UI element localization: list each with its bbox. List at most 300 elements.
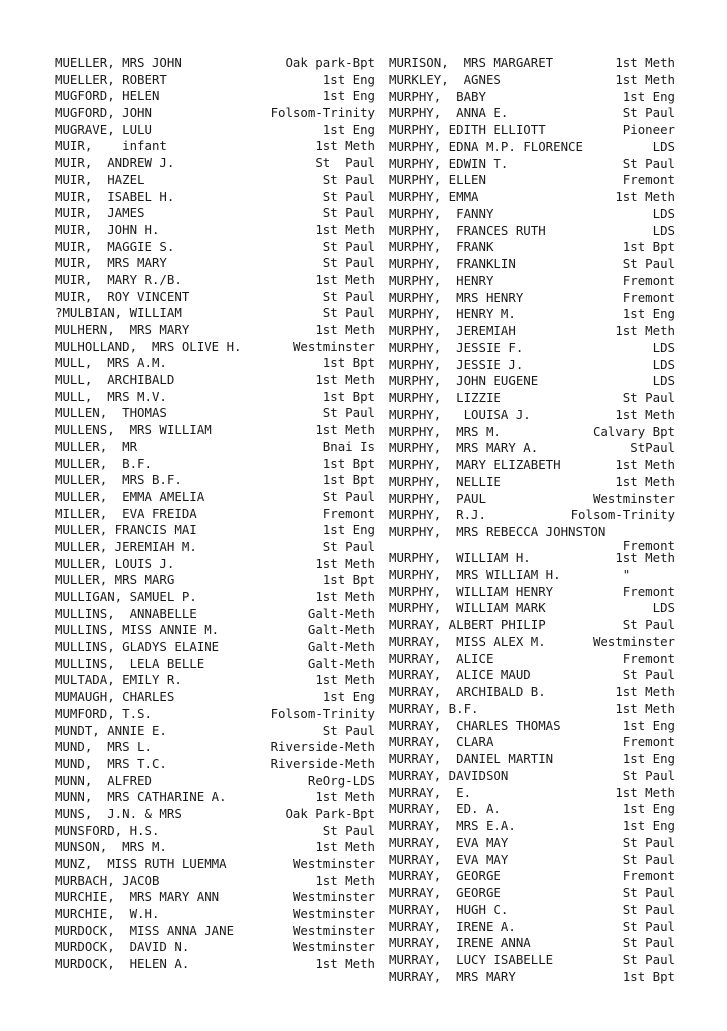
entry-church: 1st Meth (315, 221, 375, 237)
list-item (389, 885, 675, 902)
entry-church: St Paul (322, 188, 375, 204)
list-item (55, 472, 375, 489)
entry-church: 1st Bpt (322, 355, 375, 371)
entry-church: Folsom-Trinity (570, 507, 675, 523)
entry-church: 1st Eng (622, 306, 675, 322)
list-item (55, 189, 375, 206)
entry-name: MURRAY, MRS E.A. (389, 818, 516, 833)
entry-church: Fremont (322, 505, 375, 521)
list-item (389, 667, 675, 684)
entry-name: MURRAY, IRENE A. (389, 918, 516, 934)
entry-name: MURPHY, WILLIAM HENRY (389, 583, 554, 599)
entry-name: MURRAY, LUCY ISABELLE (389, 952, 554, 967)
left-column (55, 55, 375, 973)
entry-name: MULLER, FRANCIS MAI (55, 522, 197, 538)
entry-name: MUIR, JOHN H. (55, 221, 160, 237)
list-item (389, 340, 675, 357)
entry-church: 1st Meth (315, 138, 375, 154)
list-item (55, 606, 375, 623)
entry-name: MURPHY, FRANCES RUTH (389, 222, 546, 238)
entry-church: Calvary Bpt (592, 423, 675, 439)
entry-name: MURRAY, MISS ALEX M. (389, 633, 546, 649)
list-item (389, 122, 675, 139)
entry-name: MURRAY, EVA MAY (389, 834, 509, 850)
entry-name: MURDOCK, HELEN A. (55, 956, 190, 972)
entry-name: MULLINS, ANNABELLE (55, 605, 197, 621)
list-item (55, 372, 375, 389)
list-item (55, 506, 375, 523)
list-item (389, 969, 675, 986)
entry-church: St Paul (622, 617, 675, 632)
entry-church: 1st Meth (315, 789, 375, 805)
list-item (389, 273, 675, 290)
entry-church: Galt-Meth (307, 639, 375, 655)
list-item (389, 323, 675, 340)
entry-church: St Paul (622, 918, 675, 934)
list-item (389, 935, 675, 952)
list-item (55, 138, 375, 155)
entry-name: MULLER, MRS B.F. (55, 472, 182, 488)
list-item (389, 172, 675, 189)
entry-name: MUNDT, ANNIE E. (55, 722, 167, 738)
entry-church: St Paul (622, 390, 675, 405)
entry-name: MURPHY, EMMA (389, 189, 479, 204)
list-item (55, 255, 375, 272)
entry-church: Fremont (622, 868, 675, 884)
entry-name: MURPHY, HENRY M. (389, 306, 516, 322)
entry-church: St Paul (322, 488, 375, 504)
entry-name: MULLINS, LELA BELLE (55, 655, 205, 671)
entry-church: Folsom-Trinity (270, 105, 375, 121)
entry-name: MUIR, JAMES (55, 205, 145, 221)
list-item (389, 256, 675, 273)
list-item (55, 239, 375, 256)
entry-church: Oak Park-Bpt (285, 805, 375, 821)
entry-name: MURPHY, WILLIAM H. (389, 550, 531, 565)
entry-church: Riverside-Meth (270, 739, 375, 755)
list-item (389, 156, 675, 173)
entry-church: Westminster (292, 939, 375, 955)
entry-name: MURPHY, MRS MARY A. (389, 440, 539, 456)
entry-name: MURPHY, EDITH ELLIOTT (389, 122, 546, 137)
entry-church: St Paul (622, 885, 675, 900)
entry-name: MURRAY, DAVIDSON (389, 767, 509, 783)
list-item (389, 701, 675, 718)
entry-church: 1st Eng (322, 88, 375, 104)
list-item (389, 868, 675, 885)
entry-name: MULLER, MRS MARG (55, 572, 175, 588)
entry-name: MURRAY, MRS MARY (389, 968, 516, 984)
entry-church: 1st Meth (615, 189, 675, 204)
list-item (389, 617, 675, 634)
entry-church: LDS (652, 339, 675, 355)
list-item (389, 407, 675, 424)
list-item (55, 689, 375, 706)
list-item (55, 823, 375, 840)
list-item (55, 889, 375, 906)
entry-name: MURPHY, HENRY (389, 272, 494, 288)
entry-church: St Paul (622, 935, 675, 951)
entry-church: Fremont (622, 650, 675, 666)
entry-name: MUMFORD, T.S. (55, 705, 152, 721)
list-item (389, 651, 675, 668)
entry-church: St Paul (322, 305, 375, 321)
entry-name: MURRAY, ARCHIBALD B. (389, 684, 546, 699)
list-item (389, 734, 675, 751)
list-item (389, 902, 675, 919)
list-item (55, 389, 375, 406)
entry-church: " (622, 566, 675, 582)
entry-name: MURPHY, ANNA E. (389, 105, 509, 121)
list-item (389, 718, 675, 735)
list-item (389, 457, 675, 474)
entry-name: MURRAY, DANIEL MARTIN (389, 751, 554, 766)
entry-church: 1st Bpt (322, 472, 375, 488)
entry-name: MURKLEY, AGNES (389, 71, 501, 87)
entry-name: MURRAY, HUGH C. (389, 901, 509, 917)
list-item (55, 706, 375, 723)
entry-name: MURPHY, MRS M. (389, 423, 501, 439)
entry-church: 1st Meth (315, 555, 375, 571)
entry-name: MULHOLLAND, MRS OLIVE H. (55, 338, 242, 354)
list-item (389, 357, 675, 374)
entry-church: Galt-Meth (307, 605, 375, 621)
entry-church: 1st Eng (622, 818, 675, 833)
list-item (389, 550, 675, 567)
entry-church: 1st Meth (615, 55, 675, 70)
entry-church: 1st Eng (322, 121, 375, 137)
list-item (55, 489, 375, 506)
entry-church: Fremont (622, 289, 675, 305)
list-item (389, 584, 675, 601)
entry-church: 1st Meth (315, 271, 375, 287)
entry-church: Fremont (622, 172, 675, 188)
list-item (55, 956, 375, 973)
list-item (389, 567, 675, 584)
entry-church: St Paul (622, 834, 675, 850)
list-item (389, 952, 675, 969)
entry-church: 1st Meth (615, 406, 675, 422)
entry-name: MUNSFORD, H.S. (55, 822, 160, 838)
entry-church: St Paul (622, 256, 675, 271)
entry-church: Riverside-Meth (270, 755, 375, 771)
entry-church: St Paul (622, 105, 675, 121)
entry-name: MUMAUGH, CHARLES (55, 689, 175, 705)
list-item (389, 785, 675, 802)
list-item (55, 923, 375, 940)
entry-church: 1st Eng (622, 717, 675, 733)
entry-church: Folsom-Trinity (270, 705, 375, 721)
entry-name: MURRAY, CLARA (389, 734, 494, 750)
list-item (55, 122, 375, 139)
entry-name: MURRAY, GEORGE (389, 885, 501, 900)
entry-name: MURPHY, FRANK (389, 239, 494, 255)
list-item (389, 239, 675, 256)
list-item (55, 405, 375, 422)
list-item (55, 873, 375, 890)
entry-name: MUIR, HAZEL (55, 171, 145, 187)
entry-church: 1st Bpt (622, 239, 675, 255)
entry-name: MURPHY, LOUISA J. (389, 406, 531, 422)
entry-church: 1st Eng (322, 522, 375, 538)
entry-church: Fremont (622, 583, 675, 599)
entry-name: MULLER, MR (55, 438, 138, 454)
entry-church: LDS (652, 373, 675, 389)
entry-name: MURPHY, WILLIAM MARK (389, 600, 546, 616)
entry-name: MUNS, J.N. & MRS (55, 805, 182, 821)
entry-church: ReOrg-LDS (307, 772, 375, 788)
entry-name: MURRAY, E. (389, 784, 472, 800)
list-item (55, 422, 375, 439)
entry-church: St Paul (322, 822, 375, 838)
list-item (55, 656, 375, 673)
entry-name: MURRAY, B.F. (389, 700, 479, 716)
list-item (55, 439, 375, 456)
entry-name: MULLIGAN, SAMUEL P. (55, 589, 197, 604)
entry-church: 1st Eng (622, 751, 675, 766)
list-item (389, 89, 675, 106)
list-item (55, 572, 375, 589)
entry-name: MURPHY, JESSIE J. (389, 356, 524, 372)
entry-church: 1st Eng (622, 801, 675, 817)
entry-name: MURRAY, CHARLES THOMAS (389, 717, 561, 733)
entry-church: 1st Meth (315, 956, 375, 972)
entry-church: Westminster (292, 889, 375, 905)
entry-church: St Paul (622, 667, 675, 683)
entry-church: StPaul (630, 440, 675, 456)
entry-name: MUIR, MARY R./B. (55, 271, 182, 287)
entry-name: MURPHY, R.J. (389, 507, 486, 523)
entry-name: MULL, MRS M.V. (55, 388, 167, 404)
entry-name: MUIR, ROY VINCENT (55, 288, 190, 304)
entry-name: MULLER, JEREMIAH M. (55, 538, 197, 554)
list-item (389, 507, 675, 524)
entry-name: MULLINS, MISS ANNIE M. (55, 622, 220, 638)
entry-church: St Paul (622, 767, 675, 783)
entry-name: MUIR, infant (55, 138, 167, 154)
list-item (389, 801, 675, 818)
entry-name: MULLER, B.F. (55, 455, 152, 471)
entry-name: MUELLER, ROBERT (55, 71, 167, 87)
entry-church: Galt-Meth (307, 622, 375, 638)
entry-name: MUGRAVE, LULU (55, 121, 152, 137)
entry-name: MURPHY, MRS WILLIAM H. (389, 566, 561, 582)
entry-church: St Paul (322, 171, 375, 187)
list-item (389, 524, 675, 553)
list-item (389, 684, 675, 701)
entry-name: MUND, MRS L. (55, 739, 152, 755)
entry-name: MURRAY, ED. A. (389, 801, 501, 817)
list-item (55, 155, 375, 172)
entry-name: MULLER, LOUIS J. (55, 555, 175, 571)
entry-name: MUNSON, MRS M. (55, 839, 167, 855)
entry-name: MURRAY, GEORGE (389, 868, 501, 884)
list-item (389, 139, 675, 156)
list-item (389, 223, 675, 240)
list-item (55, 856, 375, 873)
entry-name: MURRAY, IRENE ANNA (389, 935, 531, 951)
entry-church: St Paul (322, 255, 375, 271)
entry-name: MURPHY, LIZZIE (389, 390, 501, 405)
entry-church: St Paul (622, 851, 675, 867)
entry-church: 1st Eng (622, 88, 675, 104)
list-item (55, 723, 375, 740)
entry-name: MUIR, MAGGIE S. (55, 238, 175, 254)
entry-church: 1st Meth (315, 322, 375, 337)
entry-name: MURCHIE, W.H. (55, 906, 160, 922)
list-item (55, 556, 375, 573)
list-item (55, 622, 375, 639)
list-item (389, 634, 675, 651)
list-item (55, 906, 375, 923)
entry-name: MURPHY, JESSIE F. (389, 339, 524, 355)
entry-church: St Paul (322, 538, 375, 554)
list-item (55, 205, 375, 222)
entry-church: 1st Meth (615, 700, 675, 716)
entry-church: St Paul (622, 155, 675, 171)
entry-church: Fremont (622, 538, 675, 553)
entry-church: LDS (652, 222, 675, 238)
entry-name: MILLER, EVA FREIDA (55, 505, 197, 521)
entry-name: MUELLER, MRS JOHN (55, 55, 182, 70)
list-item (55, 806, 375, 823)
entry-name: MURRAY, ALICE (389, 650, 494, 666)
entry-name: MULL, ARCHIBALD (55, 372, 175, 388)
entry-name: MULHERN, MRS MARY (55, 322, 190, 337)
entry-name: MUNN, MRS CATHARINE A. (55, 789, 227, 805)
entry-church: 1st Eng (322, 689, 375, 705)
list-item (389, 424, 675, 441)
list-item (389, 768, 675, 785)
entry-name: MULLINS, GLADYS ELAINE (55, 639, 220, 655)
entry-church: Westminster (292, 338, 375, 354)
entry-church: Fremont (622, 272, 675, 288)
list-item (55, 322, 375, 339)
list-item (389, 818, 675, 835)
list-item (389, 290, 675, 307)
entry-name: MURBACH, JACOB (55, 872, 160, 888)
entry-name: MUIR, ISABEL H. (55, 188, 175, 204)
entry-name: MUNZ, MISS RUTH LUEMMA (55, 856, 227, 871)
list-item (55, 522, 375, 539)
entry-church: 1st Meth (315, 839, 375, 855)
entry-name: MULLER, EMMA AMELIA (55, 488, 205, 504)
entry-church: 1st Meth (615, 71, 675, 87)
list-item (389, 373, 675, 390)
list-item (389, 72, 675, 89)
list-item (55, 756, 375, 773)
entry-name: MURPHY, EDNA M.P. FLORENCE (389, 138, 583, 154)
list-item (389, 55, 675, 72)
entry-church: St Paul (622, 901, 675, 917)
entry-name: MUGFORD, JOHN (55, 105, 152, 121)
entry-church: St Paul (322, 288, 375, 304)
list-item (389, 491, 675, 508)
entry-name: MUND, MRS T.C. (55, 755, 167, 771)
entry-name: MUGFORD, HELEN (55, 88, 160, 104)
entry-church: St Paul (322, 405, 375, 421)
entry-church: Westminster (292, 856, 375, 871)
list-item (55, 88, 375, 105)
entry-church: LDS (652, 205, 675, 221)
entry-church: LDS (652, 600, 675, 616)
entry-name: MURPHY, ELLEN (389, 172, 486, 188)
entry-church: 1st Meth (315, 589, 375, 604)
entry-church: 1st Meth (615, 473, 675, 489)
list-item (55, 272, 375, 289)
entry-church: 1st Meth (315, 422, 375, 438)
entry-church: 1st Meth (615, 323, 675, 338)
list-item (55, 456, 375, 473)
list-item (389, 390, 675, 407)
list-item (389, 474, 675, 491)
list-item (55, 672, 375, 689)
entry-church: Westminster (592, 490, 675, 506)
entry-church: 1st Bpt (322, 388, 375, 404)
list-item (55, 289, 375, 306)
entry-church: Galt-Meth (307, 655, 375, 671)
entry-church: Pioneer (622, 122, 675, 137)
entry-name: MURRAY, ALBERT PHILIP (389, 617, 546, 632)
entry-church: Westminster (292, 906, 375, 922)
list-item (55, 72, 375, 89)
entry-church: Fremont (622, 734, 675, 750)
entry-name: MURPHY, JEREMIAH (389, 323, 516, 338)
entry-church: 1st Meth (615, 684, 675, 699)
list-item (389, 306, 675, 323)
list-item (55, 305, 375, 322)
list-item (55, 105, 375, 122)
entry-name: MURRAY, ALICE MAUD (389, 667, 531, 683)
list-item (389, 835, 675, 852)
list-item (389, 189, 675, 206)
list-item (55, 939, 375, 956)
entry-church: Westminster (292, 922, 375, 938)
entry-name: ?MULBIAN, WILLIAM (55, 305, 182, 321)
list-item (55, 539, 375, 556)
entry-church: St Paul (315, 155, 375, 171)
right-column (389, 55, 675, 986)
entry-church: 1st Meth (615, 457, 675, 472)
entry-name: MURPHY, BABY (389, 88, 486, 104)
entry-church: St Paul (322, 238, 375, 254)
entry-church: 1st Bpt (622, 968, 675, 984)
entry-church: St Paul (322, 205, 375, 221)
list-item (55, 222, 375, 239)
entry-church: 1st Bpt (322, 455, 375, 471)
entry-church: 1st Meth (615, 784, 675, 800)
entry-name: MUIR, MRS MARY (55, 255, 167, 271)
entry-name: MURPHY, NELLIE (389, 473, 501, 489)
list-item (55, 739, 375, 756)
entry-name: MURPHY, PAUL (389, 490, 486, 506)
list-item (55, 55, 375, 72)
entry-church: St Paul (622, 952, 675, 967)
entry-church: 1st Eng (322, 71, 375, 87)
list-item (389, 440, 675, 457)
entry-name: MURPHY, MARY ELIZABETH (389, 457, 561, 472)
entry-church: Westminster (592, 633, 675, 649)
entry-church: Bnai Is (322, 438, 375, 454)
entry-church: Oak park-Bpt (285, 55, 375, 70)
list-item (55, 355, 375, 372)
entry-name: MUIR, ANDREW J. (55, 155, 175, 171)
list-item (55, 172, 375, 189)
entry-church: 1st Bpt (322, 572, 375, 588)
entry-name: MURPHY, MRS HENRY (389, 289, 524, 305)
entry-church: 1st Meth (315, 372, 375, 388)
entry-name: MURCHIE, MRS MARY ANN (55, 889, 220, 905)
